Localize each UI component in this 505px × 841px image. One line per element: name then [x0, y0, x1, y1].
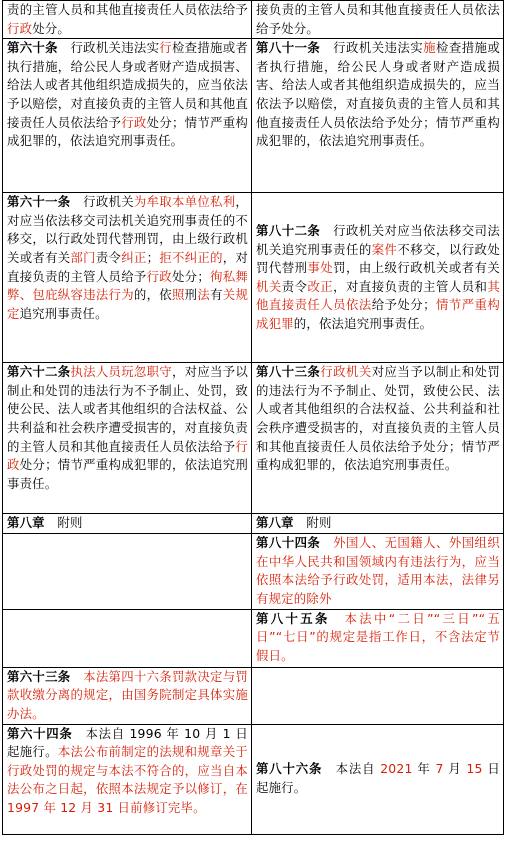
amended-text: 2021 — [380, 761, 413, 777]
amended-text: 机关 — [256, 278, 282, 294]
clause-text: 行政机关违法实 — [320, 40, 424, 56]
clause-text: ，对应当予以制止和处罚的违法行为不予制止、处罚，致使公民、法人或者其他组织的合法权益、公共利益和社会秩序遭受损害的，对直接负责的主管人员和其他直接责任人员依法给予 — [7, 364, 249, 454]
clause-text: 月 — [443, 761, 467, 777]
table-row — [3, 667, 504, 724]
old-law-cell — [3, 667, 252, 724]
clause-text: 行政机关违法实 — [57, 40, 160, 56]
new-law-cell — [252, 514, 504, 534]
amended-text: 法 — [197, 287, 211, 303]
old-law-cell — [3, 534, 252, 609]
clause-text: 的，依 — [133, 287, 172, 303]
old-law-cell — [3, 363, 252, 514]
new-law-cell — [252, 193, 504, 363]
clause-text: 附则 — [293, 515, 332, 531]
clause-text: 行政机关 — [70, 194, 134, 210]
table-row — [3, 1, 504, 39]
clause-text: 处分； — [171, 268, 210, 284]
article-number: 第八十三条 — [256, 364, 321, 380]
article-number: 第八章 — [7, 515, 45, 531]
old-law-cell — [3, 39, 252, 193]
clause-text: 附则 — [44, 515, 83, 531]
amended-text: 为牟取本单位私利 — [133, 194, 236, 210]
clause-text: ，对直接负责的主管人员给予 — [7, 249, 249, 284]
clause-text: 年 — [412, 761, 436, 777]
table-row — [3, 534, 504, 609]
article-number: 第八十四条 — [256, 535, 321, 551]
amended-text: 案件 — [371, 241, 398, 257]
clause-text: 检查措施或者执行措施，给公民人身或者财产造成损害、给法人或者其他组织造成损失的，应当依法予以赔偿，对直接负责的主管人员和其他直接责任人员依法给予处分；情节严重构成犯罪的，依法追究刑事责任。 — [256, 40, 500, 149]
clause-text: ，对应当依法移交司法机关追究刑事责任的不移交，以行政处罚代替刑罚，由上级行政机关或者有关 — [7, 194, 249, 265]
amended-text: 本法第四十六条罚款决定与罚款收缴分离的规定，由国务院制定具体实施办法。 — [7, 668, 248, 721]
article-number: 第八十六条 — [256, 761, 323, 777]
clause-text: 日起施行。 — [256, 761, 500, 796]
old-law-cell — [3, 193, 252, 363]
clause-text: 处分；情节严重构成犯罪的，依法追究刑事责任。 — [7, 114, 248, 149]
amended-text: 执法人员玩忽职守 — [70, 364, 172, 380]
amended-text: 本法公布前制定的法规和规章关于行政处罚的规定与本法不符合的，应当自本法公布之日起，依照本法规定予以修订，在 1997 年 12 月 31 日前修订完毕。 — [7, 744, 248, 815]
amended-text: 纠正 — [121, 249, 147, 265]
old-law-cell — [3, 1, 252, 39]
new-law-cell — [252, 724, 504, 834]
article-number: 第六十条 — [7, 40, 58, 56]
clause-text: ； — [146, 249, 160, 265]
article-number: 第八十一条 — [256, 40, 321, 56]
clause-text: 刑 — [184, 287, 198, 303]
clause-text: 的，依法追究刑事责任。 — [293, 315, 433, 331]
clause-text: 行政机关对应当依法移交司法机关追究刑事责任的 — [256, 222, 500, 257]
clause-text: 对应当予以制止和处罚的违法行为不予制止、处罚，致使公民、法人或者其他组织的合法权益、公共利益和社会秩序遭受损害的，对直接负责的主管人员和其他直接责任人员依法给予处分；情节严重构成犯罪的，依法追究刑事责任。 — [256, 364, 500, 473]
new-law-cell — [252, 1, 504, 39]
clause-text: 本法自 — [322, 761, 381, 777]
table-row — [3, 514, 504, 534]
amended-text: 拒不纠正的 — [159, 249, 223, 265]
article-number: 第六十三条 — [7, 668, 71, 684]
clause-text: 追究刑事责任。 — [19, 305, 108, 321]
amended-text: 本法中“二日”“三日”“五日”“七日”的规定是指工作日，不含法定节假日。 — [256, 610, 500, 663]
amended-text: 徇私舞弊、包庇纵容违法行为 — [7, 268, 249, 303]
clause-text: 责的主管人员和其他直接责任人员依法给予 — [7, 2, 248, 17]
amended-text: 行政 — [121, 114, 147, 130]
clause-text: 检查措施或者执行措施，给公民人身或者财产造成损害、给法人或者其他组织造成损失的，应当依法予以赔偿，对直接负责的主管人员和其他直接责任人员依法给予 — [7, 40, 249, 130]
new-law-cell — [252, 534, 504, 609]
article-number: 第六十四条 — [7, 725, 73, 741]
amended-text: 行政 — [146, 268, 172, 284]
clause-text: 责令 — [281, 278, 308, 294]
amended-text: 施 — [423, 40, 436, 56]
old-law-cell — [3, 514, 252, 534]
amended-text: 改正 — [307, 278, 334, 294]
table-row — [3, 724, 504, 834]
clause-text: 给予处分； — [371, 297, 436, 313]
amended-text: 外国人、无国籍人、外国组织在中华人民共和国领域内有违法行为，应当依照本法给予行政处罚，适用本法，法律另有规定的除外 — [256, 535, 500, 606]
amended-text: 15 — [466, 761, 483, 777]
amended-text: 行政 — [7, 438, 248, 473]
clause-text: ，对直接负责的主管人员和 — [333, 278, 488, 294]
amended-text: 行政 — [7, 20, 33, 36]
article-number: 第八十五条 — [256, 610, 330, 626]
article-number: 第六十二条 — [7, 364, 71, 380]
clause-text: 有 — [210, 287, 223, 303]
article-number: 第六十一条 — [7, 194, 71, 210]
table-row — [3, 39, 504, 193]
amended-text: 7 — [435, 761, 444, 777]
new-law-cell — [252, 39, 504, 193]
amended-text: 行 — [159, 40, 172, 56]
article-number: 第八章 — [256, 515, 294, 531]
new-law-cell — [252, 609, 504, 667]
clause-text: 本法自 1996 年 10 月 1 日起施行。 — [7, 725, 248, 760]
amended-text: 关规定 — [7, 287, 249, 321]
clause-text: 接负责的主管人员和其他直接责任人员依法给予处分。 — [256, 2, 500, 36]
new-law-cell — [252, 667, 504, 724]
clause-text: 处分；情节严重构成犯罪的，依法追究刑事责任。 — [7, 457, 249, 491]
clause-text: 处分。 — [32, 20, 70, 36]
table-row — [3, 193, 504, 363]
amended-text: 行政机关 — [320, 364, 372, 380]
amended-text: 事处 — [307, 260, 334, 276]
table-body — [3, 1, 504, 835]
amended-text: 其他直接责任人员依法 — [256, 278, 501, 313]
amended-text: 情节严重构成犯罪 — [256, 297, 500, 331]
table-row — [3, 363, 504, 514]
clause-text: 不移交，以行政处罚代替刑 — [256, 241, 500, 276]
amended-text: 部门 — [70, 249, 96, 265]
clause-text: 责令 — [95, 249, 122, 265]
clause-text: 罚，由上级行政机关或者有关 — [333, 260, 500, 276]
table-row — [3, 609, 504, 667]
law-comparison-table — [2, 0, 504, 835]
amended-text: 照 — [171, 287, 185, 303]
new-law-cell — [252, 363, 504, 514]
old-law-cell — [3, 724, 252, 834]
article-number: 第八十二条 — [256, 222, 321, 238]
old-law-cell — [3, 609, 252, 667]
